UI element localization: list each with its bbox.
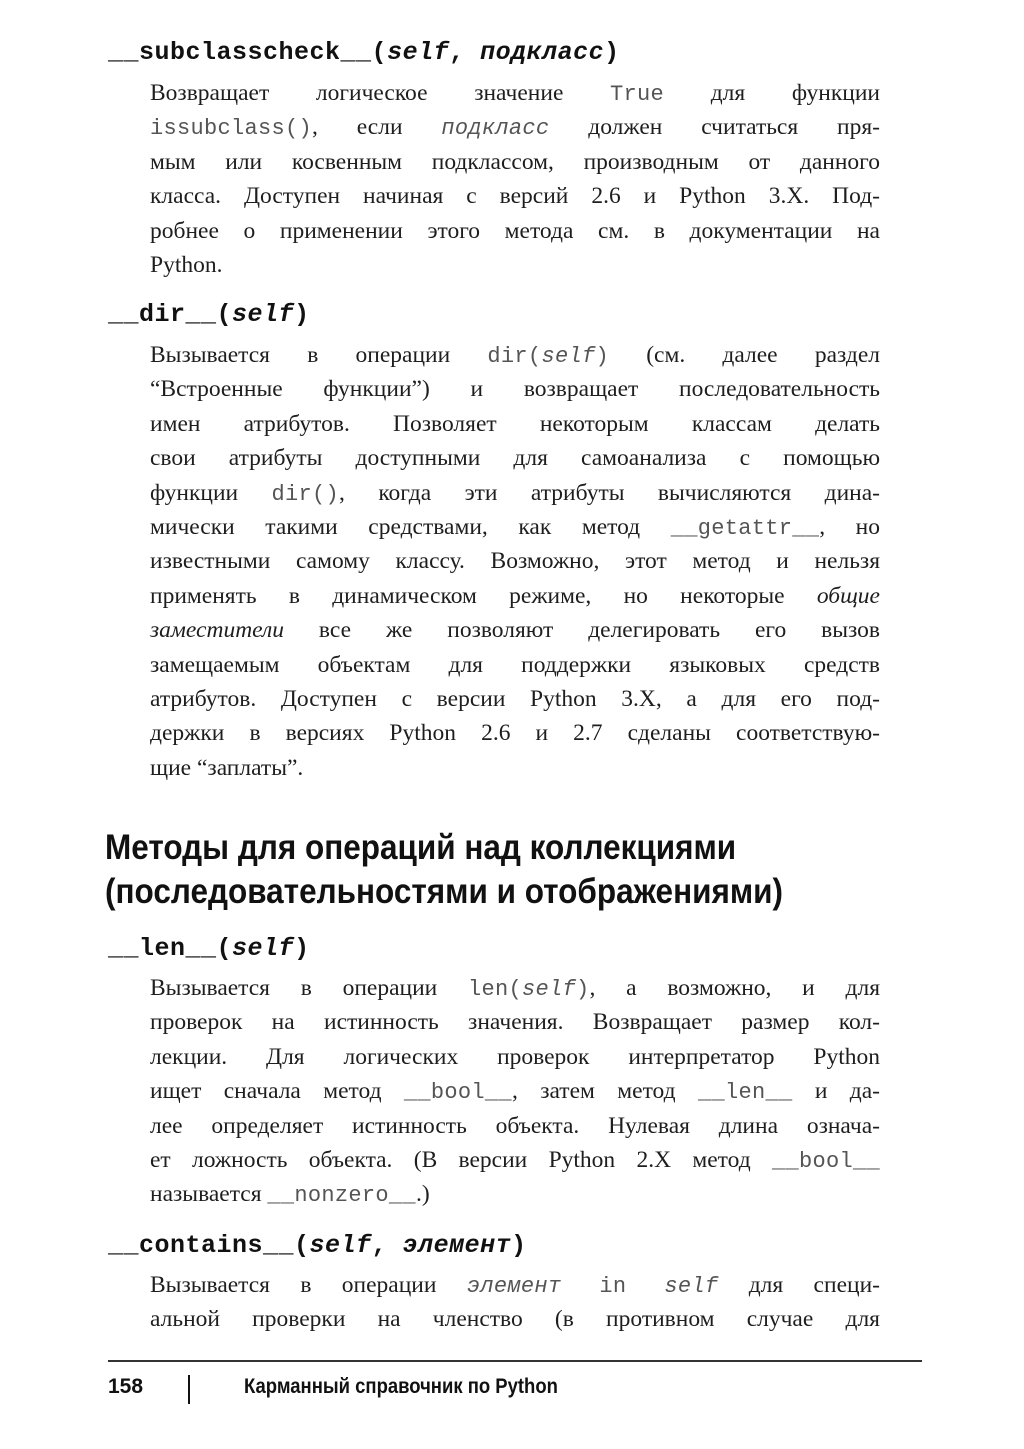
text-line: мым или косвенным подклассом, производным от данного — [150, 148, 880, 175]
text-line: класса. Доступен начиная с версий 2.6 и Python 3.X. Под- — [150, 183, 880, 210]
text-line: лее определяет истинность объекта. Нулевая длина означа- — [150, 1112, 880, 1139]
text-line: ет ложность объекта. (В версии Python 2.X метод __bool__ — [150, 1146, 880, 1174]
method-description-len — [150, 971, 880, 1212]
text-line: ищет сначала метод __bool__, затем метод __len__ и да- — [150, 1078, 880, 1106]
running-book-title: Карманный справочник по Python — [244, 1375, 558, 1398]
text-line: держки в версиях Python 2.6 и 2.7 сделаны соответствую- — [150, 720, 880, 747]
text-line: Вызывается в операции len(self), а возможно, и для — [150, 975, 880, 1002]
text-line: Вызывается в операции dir(self) (см. далее раздел — [150, 342, 880, 369]
method-signature-dir: __dir__(self) — [108, 300, 310, 329]
text-line: issubclass(), если подкласс должен считаться пря- — [150, 114, 880, 142]
text-line: замещаемым объектам для поддержки языковых средств — [150, 651, 880, 678]
text-line: свои атрибуты доступными для самоанализа с помощью — [150, 445, 880, 472]
method-description-contains — [150, 1268, 880, 1337]
text-line: имен атрибутов. Позволяет некоторым классам делать — [150, 410, 880, 437]
text-line: атрибутов. Доступен с версии Python 3.X, а для его под- — [150, 685, 880, 712]
text-line: применять в динамическом режиме, но некоторые общие — [150, 582, 880, 609]
page-number: 158 — [108, 1375, 144, 1398]
footer-separator — [188, 1375, 190, 1404]
text-line: заместители все же позволяют делегировать его вызов — [150, 617, 880, 644]
text-line: мически такими средствами, как метод __getattr__, но — [150, 513, 880, 541]
method-signature-len: __len__(self) — [108, 934, 310, 963]
section-heading-line: Методы для операций над коллекциями — [105, 828, 737, 867]
section-heading-line: (последовательностями и отображениями) — [105, 872, 784, 911]
text-line: Python. — [150, 251, 223, 278]
text-line: лекции. Для логических проверок интерпретатор Python — [150, 1043, 880, 1070]
footer-rule — [108, 1360, 922, 1362]
method-signature-contains: __contains__(self, элемент) — [108, 1231, 527, 1260]
text-line: проверок на истинность значения. Возвращает размер кол- — [150, 1009, 880, 1036]
method-description-subclasscheck — [150, 76, 880, 282]
text-line: Возвращает логическое значение True для функции — [150, 80, 880, 107]
text-line: “Встроенные функции”) и возвращает последовательность — [150, 376, 880, 403]
section-heading — [105, 826, 843, 914]
method-description-dir — [150, 338, 880, 785]
text-line: функции dir(), когда эти атрибуты вычисляются дина- — [150, 479, 880, 507]
text-line: известными самому классу. Возможно, этот метод и нельзя — [150, 548, 880, 575]
text-line: щие “заплаты”. — [150, 754, 304, 781]
text-line: Вызывается в операции элемент in self для специ- — [150, 1272, 880, 1299]
method-signature-subclasscheck: __subclasscheck__(self, подкласс) — [108, 38, 620, 67]
text-line: альной проверки на членство (в противном случае для — [150, 1306, 880, 1333]
text-line: называется __nonzero__.) — [150, 1181, 430, 1209]
text-line: робнее о применении этого метода см. в документации на — [150, 217, 880, 244]
